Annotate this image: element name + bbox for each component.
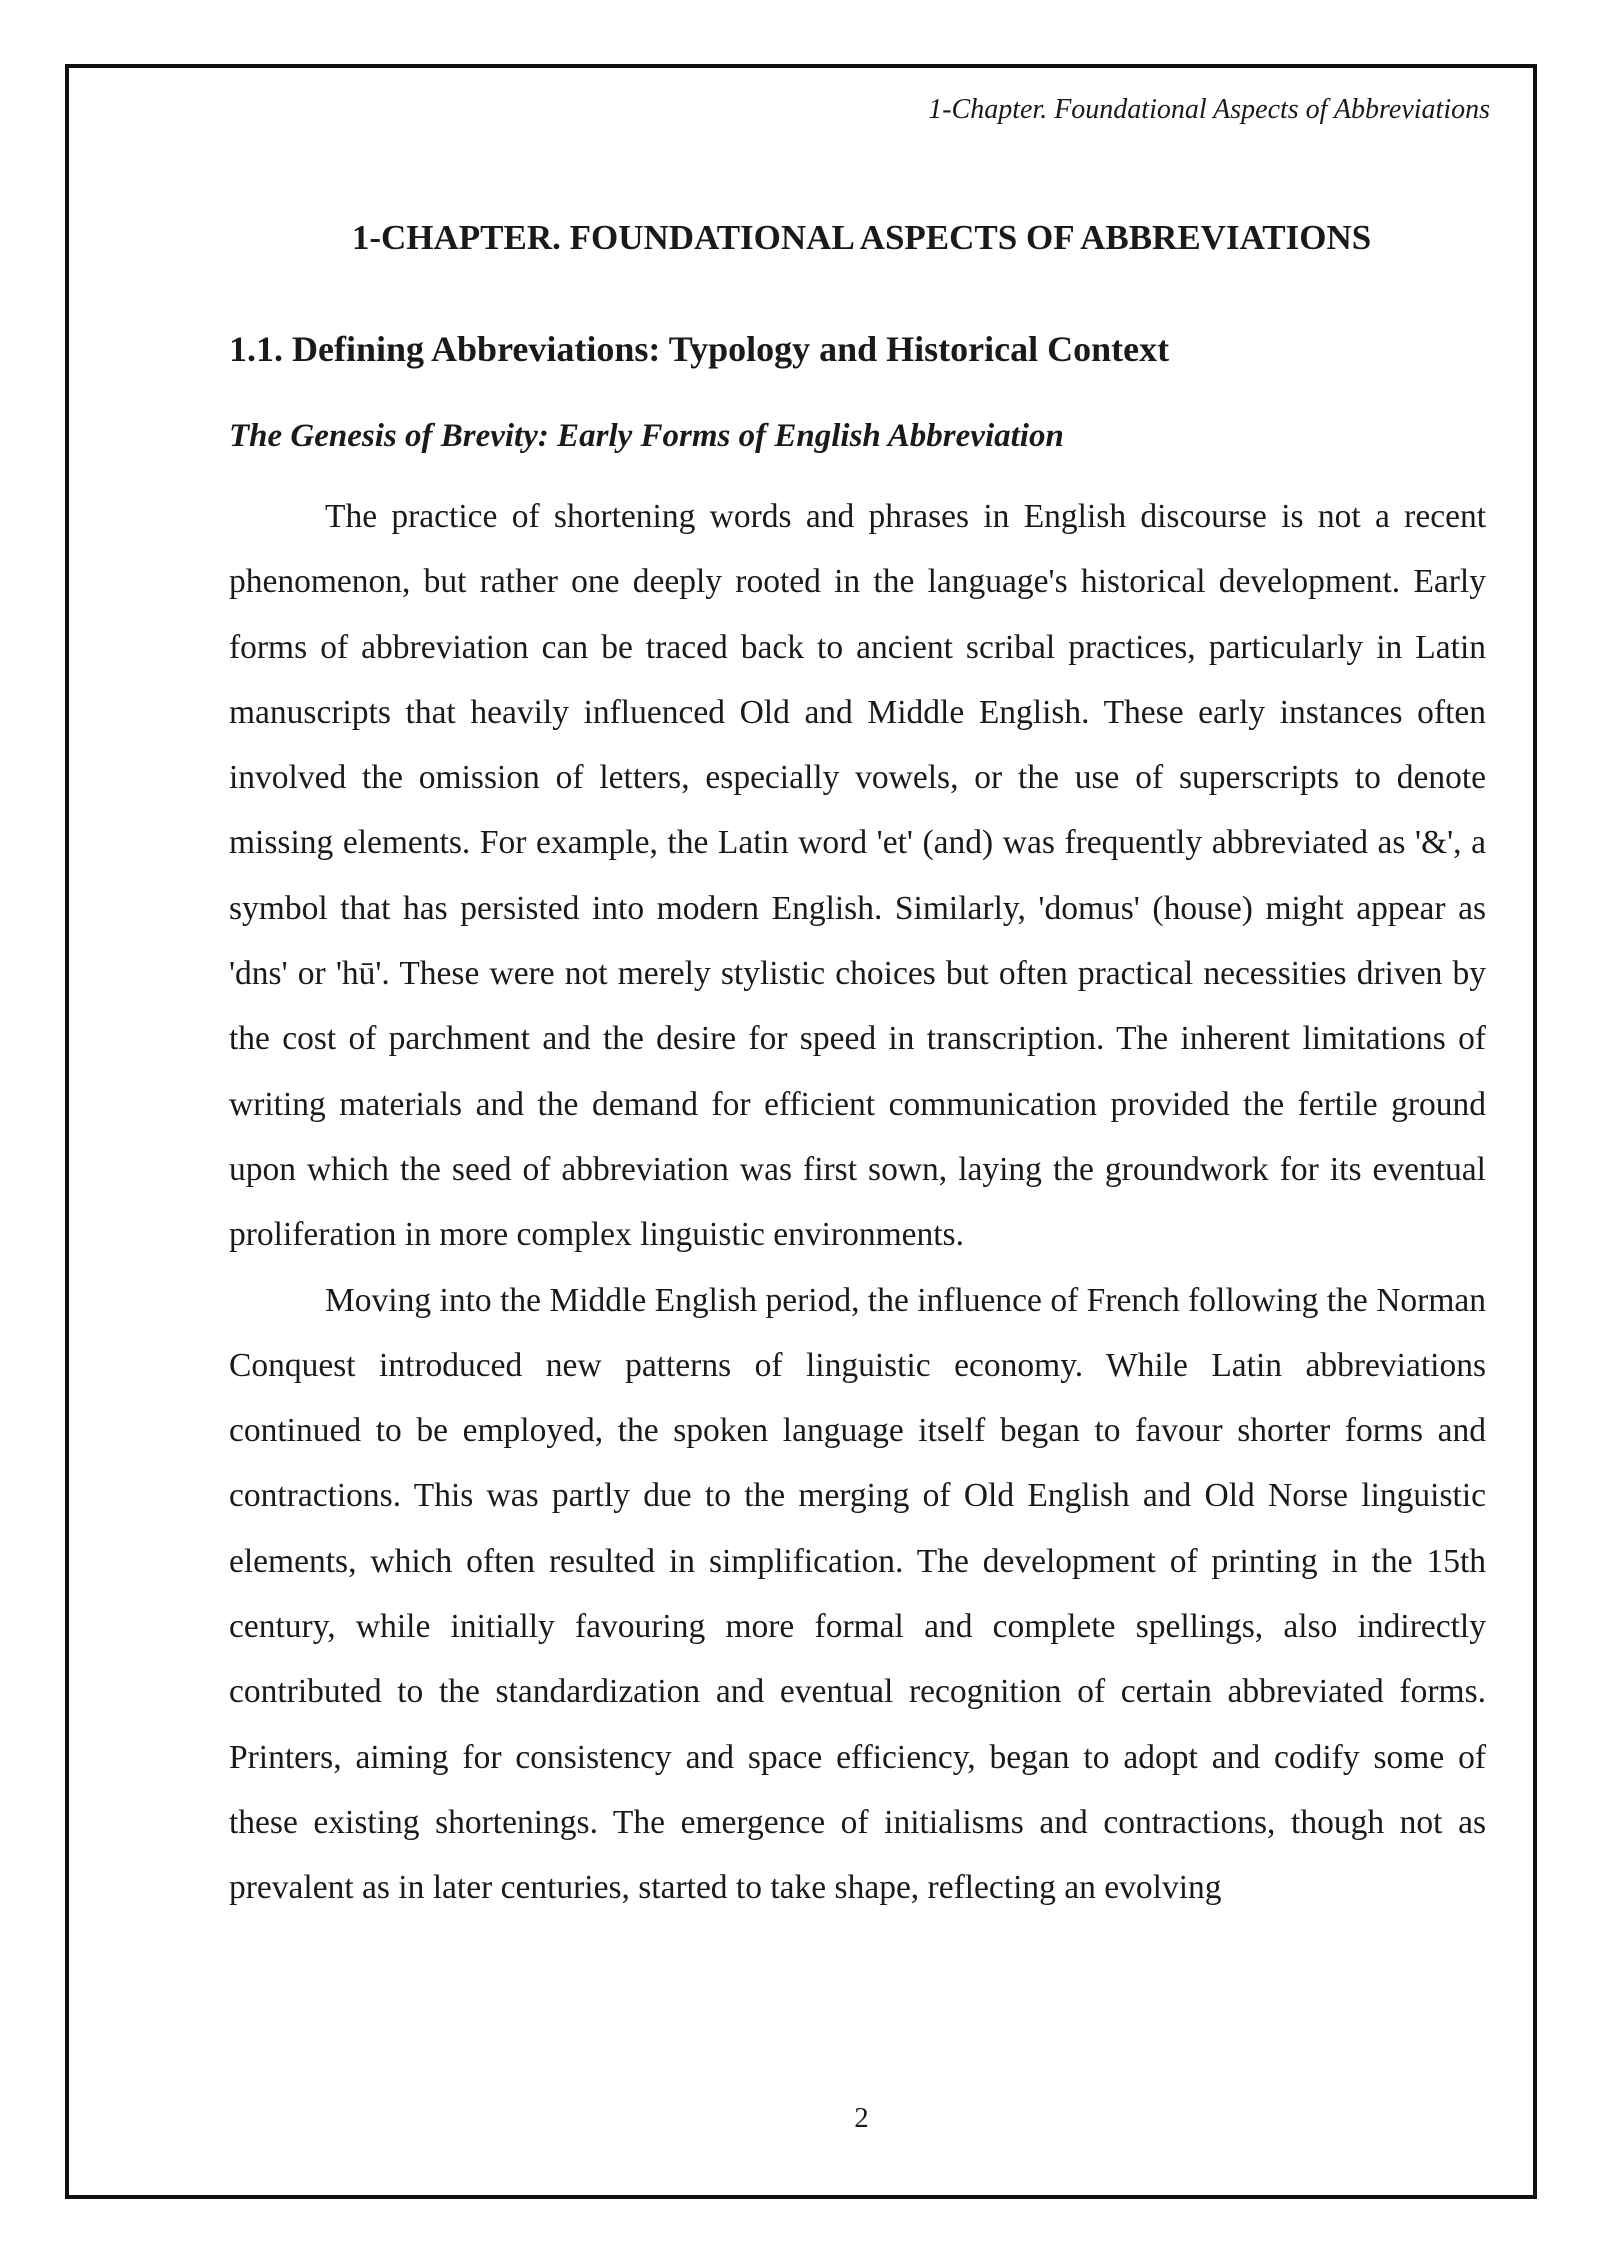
running-header: 1-Chapter. Foundational Aspects of Abbreviations xyxy=(928,94,1490,125)
paragraph: Moving into the Middle English period, the influence of French following the Norman Conquest introduced new patterns of linguistic economy. While Latin abbreviations continued to be employed, the spoken language itself began to favour shorter forms and contractions. This was partly due to the merging of Old English and Old Norse linguistic elements, which often resulted in simplification. The development of printing in the 15th century, while initially favouring more formal and complete spellings, also indirectly contributed to the standardization and eventual recognition of certain abbreviated forms. Printers, aiming for consistency and space efficiency, began to adopt and codify some of these existing shortenings. The emergence of initialisms and contractions, though not as prevalent as in later centuries, started to take shape, reflecting an evolving xyxy=(229,1281,1486,1907)
paragraph: The practice of shortening words and phrases in English discourse is not a recent phenomenon, but rather one deeply rooted in the language's historical development. Early forms of abbreviation can be traced back to ancient scribal practices, particularly in Latin manuscripts that heavily influenced Old and Middle English. These early instances often involved the omission of letters, especially vowels, or the use of superscripts to denote missing elements. For example, the Latin word 'et' (and) was frequently abbreviated as '&', a symbol that has persisted into modern English. Similarly, 'domus' (house) might appear as 'dns' or 'hū'. These were not merely stylistic choices but often practical necessities driven by the cost of parchment and the desire for speed in transcription. The inherent limitations of writing materials and the demand for efficient communication provided the fertile ground upon which the seed of abbreviation was first sown, laying the groundwork for its eventual proliferation in more complex linguistic environments. xyxy=(229,498,1486,1254)
section-title: 1.1. Defining Abbreviations: Typology and Historical Context xyxy=(229,329,1170,369)
page-number: 2 xyxy=(854,2102,869,2134)
subsection-title: The Genesis of Brevity: Early Forms of English Abbreviation xyxy=(229,418,1064,454)
body-text xyxy=(229,484,1486,1921)
chapter-title: 1-CHAPTER. FOUNDATIONAL ASPECTS OF ABBREVIATIONS xyxy=(351,218,1372,257)
